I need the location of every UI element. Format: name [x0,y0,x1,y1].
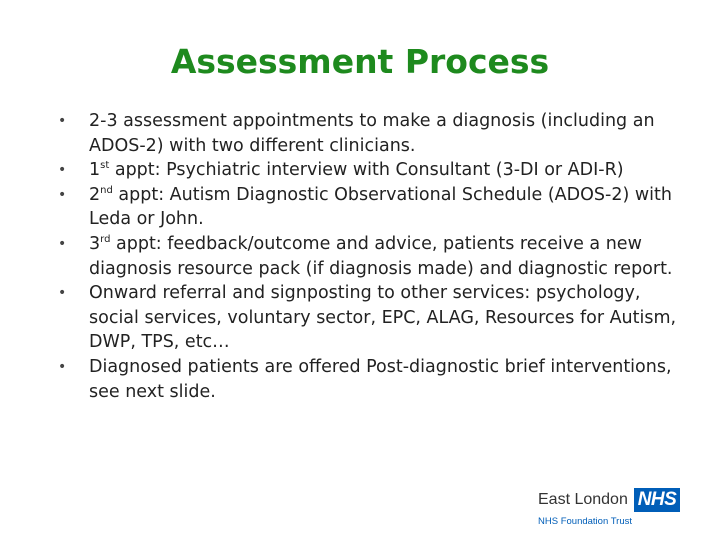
logo-org-name: East London [538,491,628,508]
bullet-icon: • [58,235,67,252]
ordinal-suffix: st [100,160,110,172]
bullet-icon: • [58,358,67,375]
bullet-icon: • [58,186,67,203]
bullet-text: 3 [89,233,101,254]
bullet-item [58,183,678,232]
bullet-text: 1 [89,160,101,181]
bullet-item [58,281,678,355]
bullet-item [58,158,678,183]
bullet-text: 2-3 assessment appointments to make a diagnosis (including an ADOS-2) with two different clinicians. [89,111,655,156]
bullet-list [58,109,678,404]
bullet-text: appt: feedback/outcome and advice, patients receive a new diagnosis resource pack (if diagnosis made) and diagnostic report. [89,233,673,279]
bullet-item [58,109,678,158]
bullet-item [58,232,678,281]
bullet-item [58,355,678,404]
bullet-icon: • [58,285,67,302]
logo-subtitle: NHS Foundation Trust [538,516,632,527]
bullet-text: appt: Psychiatric interview with Consultant (3-DI or ADI-R) [109,160,624,181]
ordinal-suffix: nd [100,184,113,196]
slide-title: Assessment Process [170,42,550,81]
bullet-text: Diagnosed patients are offered Post-diagnostic brief interventions, see next slide. [89,356,672,402]
nhs-logo-icon: NHS [634,488,680,512]
bullet-icon: • [58,162,67,179]
bullet-icon: • [58,113,67,129]
bullet-text: appt: Autism Diagnostic Observational Schedule (ADOS-2) with Leda or John. [89,184,672,230]
nhs-trust-logo [538,488,708,530]
ordinal-suffix: rd [100,234,111,246]
bullet-text: Onward referral and signposting to other services: psychology, social services, voluntary sector, EPC, ALAG, Resources for Autism, DWP, TPS, etc… [89,283,677,353]
bullet-text: 2 [89,184,101,205]
